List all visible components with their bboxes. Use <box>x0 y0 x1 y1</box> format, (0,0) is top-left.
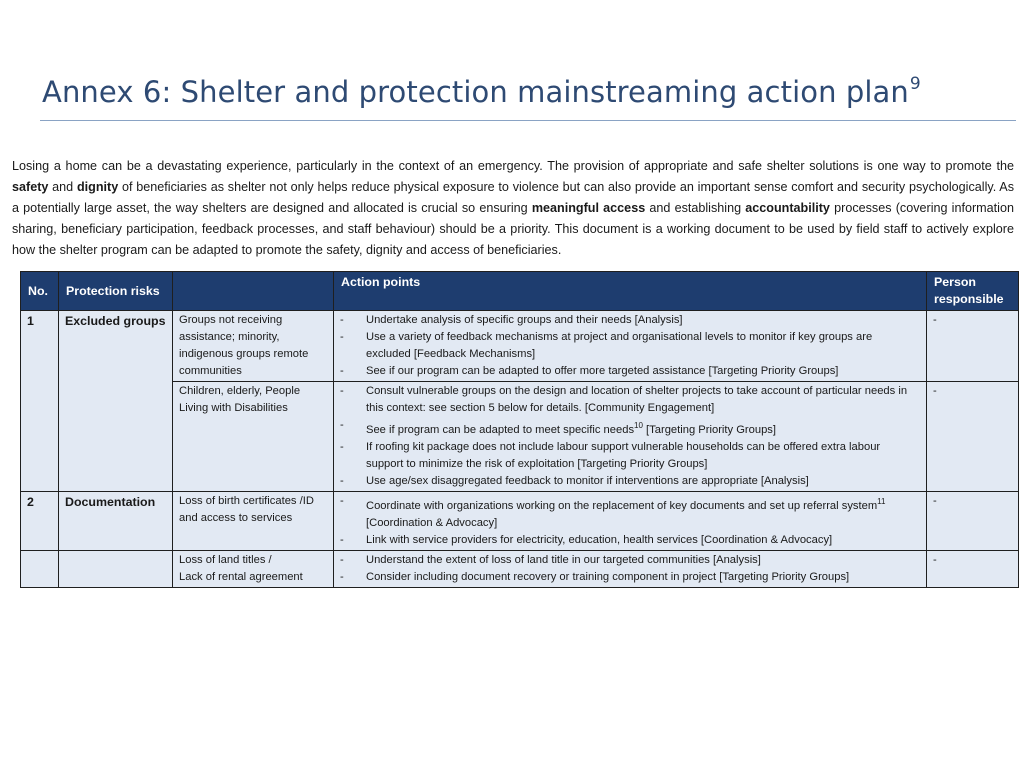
action-item: - Consult vulnerable groups on the design and location of shelter projects to take account of particular needs in this context: see section 5 below for details. [Community Engagement] <box>340 383 920 417</box>
table-row <box>21 492 1019 551</box>
action-item: - Use a variety of feedback mechanisms at project and organisational levels to monitor if key groups are excluded [Feedback Mechanisms] <box>340 329 920 363</box>
action-item: - Understand the extent of loss of land title in our targeted communities [Analysis] <box>340 552 920 569</box>
action-plan-table <box>20 271 1019 588</box>
row-number: 1 <box>21 311 59 492</box>
action-item: - Use age/sex disaggregated feedback to monitor if interventions are appropriate [Analysis] <box>340 473 920 490</box>
row-risk: Excluded groups <box>59 311 173 492</box>
table-row <box>21 551 1019 588</box>
row-group: Groups not receiving assistance; minority, indigenous groups remote communities <box>173 311 334 382</box>
header-blank <box>173 272 334 311</box>
action-item: - See if our program can be adapted to offer more targeted assistance [Targeting Priority Groups] <box>340 363 920 380</box>
row-risk: Documentation <box>59 492 173 551</box>
row-number <box>21 551 59 588</box>
row-group: Children, elderly, People Living with Disabilities <box>173 382 334 492</box>
row-person: - <box>927 382 1019 492</box>
row-actions <box>334 551 927 588</box>
title-divider <box>40 120 1016 121</box>
row-group: Loss of land titles / Lack of rental agreement <box>173 551 334 588</box>
page-title: Annex 6: Shelter and protection mainstreaming action plan$^9$ <box>42 74 921 109</box>
row-risk <box>59 551 173 588</box>
row-actions <box>334 311 927 382</box>
row-person: - <box>927 551 1019 588</box>
row-actions <box>334 382 927 492</box>
action-item: - Coordinate with organizations working on the replacement of key documents and set up referral system$^{11}$ [Coordination & Advocacy] <box>340 493 920 532</box>
action-item: - Link with service providers for electricity, education, health services [Coordination & Advocacy] <box>340 532 920 549</box>
action-item: - Undertake analysis of specific groups and their needs [Analysis] <box>340 312 920 329</box>
header-action-points: Action points <box>334 272 927 311</box>
table-header-row <box>21 272 1019 311</box>
action-item: - Consider including document recovery or training component in project [Targeting Priority Groups] <box>340 569 920 586</box>
header-no: No. <box>21 272 59 311</box>
header-person-responsible: Person responsible <box>927 272 1019 311</box>
row-group: Loss of birth certificates /ID and access to services <box>173 492 334 551</box>
header-protection-risks: Protection risks <box>59 272 173 311</box>
action-item: - If roofing kit package does not include labour support vulnerable households can be offered extra labour support to minimize the risk of exploitation [Targeting Priority Groups] <box>340 439 920 473</box>
intro-paragraph: Losing a home can be a devastating experience, particularly in the context of an emergency. The provision of appropriate and safe shelter solutions is one way to promote the safety and dignity of beneficiaries as shelter not only helps reduce physical exposure to violence but can also provide an important sense comfort and security psychologically. As a potentially large asset, the way shelters are designed and allocated is crucial so ensuring meaningful access and establishing accountability processes (covering information sharing, beneficiary participation, feedback processes, and staff behaviour) should be a priority. This document is a working document to be used by field staff to actively explore how the shelter program can be adapted to promote the safety, dignity and access of beneficiaries. <box>12 158 1015 257</box>
row-number: 2 <box>21 492 59 551</box>
action-item: - See if program can be adapted to meet specific needs$^{10}$ [Targeting Priority Groups] <box>340 417 920 439</box>
table-row <box>21 311 1019 382</box>
row-actions <box>334 492 927 551</box>
title-footnote-ref: 9 <box>909 74 921 94</box>
row-person: - <box>927 311 1019 382</box>
footnote-ref: 10 <box>634 421 643 430</box>
row-person: - <box>927 492 1019 551</box>
footnote-ref: 11 <box>877 497 886 506</box>
